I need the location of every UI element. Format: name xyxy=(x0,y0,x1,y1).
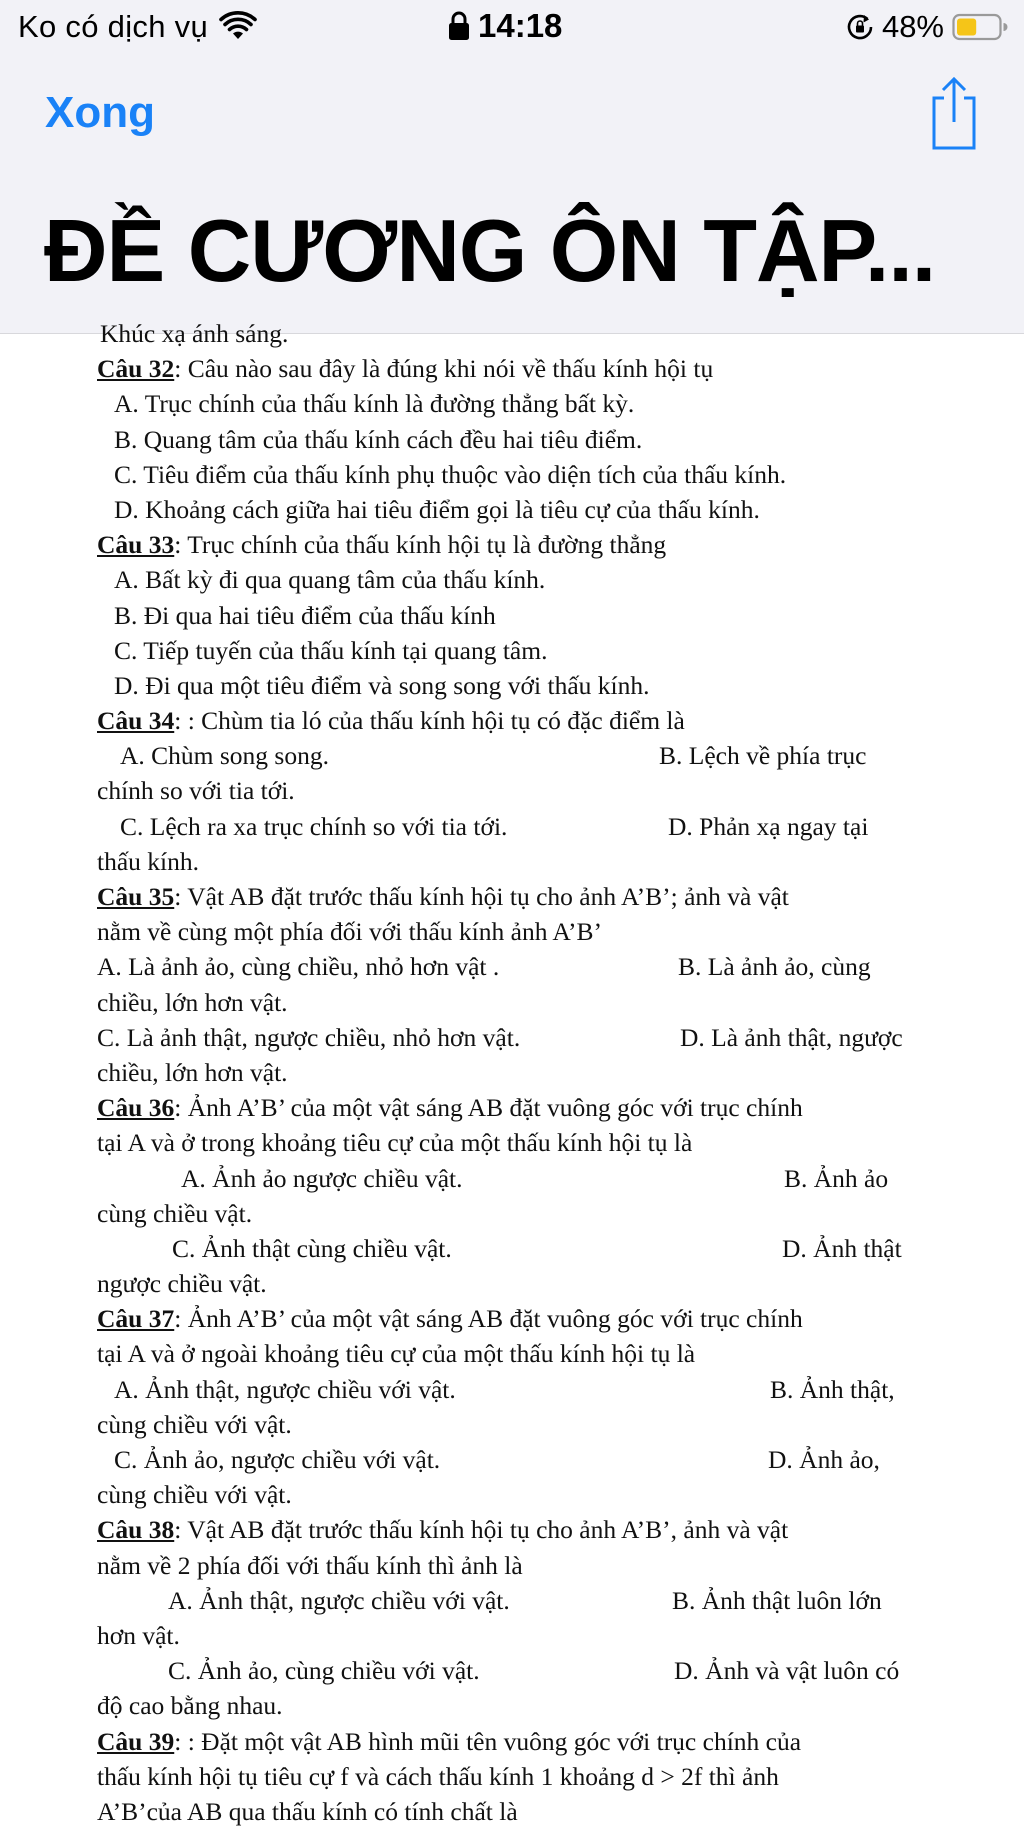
option-d: D. Là ảnh thật, ngược xyxy=(680,1022,903,1052)
rotation-lock-icon xyxy=(846,13,874,41)
document-view[interactable] xyxy=(0,319,1024,1826)
question-label: Câu 34 xyxy=(97,706,175,736)
question-36 xyxy=(0,1090,1024,1125)
option-c: C. Ảnh thật cùng chiều vật. xyxy=(172,1233,452,1263)
battery-percent: 48% xyxy=(881,9,944,44)
option-line xyxy=(0,809,1024,844)
option-wrap xyxy=(0,1477,1024,1512)
option-b: B. Là ảnh ảo, cùng xyxy=(678,952,871,982)
question-37 xyxy=(0,1301,1024,1336)
question-label: Câu 38 xyxy=(97,1515,175,1545)
option-d-continued: cùng chiều với vật. xyxy=(97,1480,292,1510)
option-c: C. Là ảnh thật, ngược chiều, nhỏ hơn vật. xyxy=(97,1022,521,1052)
status-left xyxy=(18,9,256,45)
option-line xyxy=(0,1372,1024,1407)
option-a: A. Ảnh thật, ngược chiều với vật. xyxy=(168,1585,510,1615)
option-b-continued: chiều, lớn hơn vật. xyxy=(97,987,288,1017)
question-text-line xyxy=(0,1125,1024,1160)
option-a: A. Là ảnh ảo, cùng chiều, nhỏ hơn vật . xyxy=(97,952,500,982)
option-a: A. Bất kỳ đi qua quang tâm của thấu kính. xyxy=(114,565,546,595)
question-35 xyxy=(0,879,1024,914)
option-line xyxy=(0,492,1024,527)
option-line xyxy=(0,949,1024,984)
option-line xyxy=(0,598,1024,633)
document-text xyxy=(0,316,1024,1829)
question-text: : : Chùm tia ló của thấu kính hội tụ có đặc điểm là xyxy=(174,706,685,736)
option-c: C. Tiêu điểm của thấu kính phụ thuộc vào diện tích của thấu kính. xyxy=(114,459,787,489)
option-b: B. Quang tâm của thấu kính cách đều hai tiêu điểm. xyxy=(114,424,643,454)
question-text-line xyxy=(0,914,1024,949)
question-text-continued: nằm về cùng một phía đối với thấu kính ảnh A’B’ xyxy=(97,917,602,947)
battery-icon xyxy=(952,13,1008,41)
option-d-continued: chiều, lớn hơn vật. xyxy=(97,1057,288,1087)
question-text-continued: tại A và ở trong khoảng tiêu cự của một thấu kính hội tụ là xyxy=(97,1128,693,1158)
option-wrap xyxy=(0,1266,1024,1301)
question-text-continued: A’B’của AB qua thấu kính có tính chất là xyxy=(97,1796,518,1826)
question-34 xyxy=(0,703,1024,738)
option-c: C. Lệch ra xa trục chính so với tia tới. xyxy=(120,811,508,841)
option-b-continued: chính so với tia tới. xyxy=(97,776,295,806)
option-line xyxy=(0,422,1024,457)
option-a: A. Trục chính của thấu kính là đường thẳng bất kỳ. xyxy=(114,389,635,419)
question-text-continued: tại A và ở ngoài khoảng tiêu cự của một thấu kính hội tụ là xyxy=(97,1339,696,1369)
option-line xyxy=(0,1442,1024,1477)
option-c: C. Tiếp tuyến của thấu kính tại quang tâm. xyxy=(114,635,548,665)
option-wrap xyxy=(0,1196,1024,1231)
option-a: A. Ảnh thật, ngược chiều với vật. xyxy=(114,1374,456,1404)
question-text-line xyxy=(0,1336,1024,1371)
option-line xyxy=(0,562,1024,597)
option-wrap xyxy=(0,1055,1024,1090)
option-b-continued: hơn vật. xyxy=(97,1620,180,1650)
option-d-continued: độ cao bằng nhau. xyxy=(97,1691,283,1721)
option-d: D. Đi qua một tiêu điểm và song song với thấu kính. xyxy=(114,670,650,700)
wifi-icon xyxy=(220,13,256,41)
question-text: : Câu nào sau đây là đúng khi nói về thấu kính hội tụ xyxy=(174,354,714,384)
option-b-continued: cùng chiều với vật. xyxy=(97,1409,292,1439)
option-d-continued: thấu kính. xyxy=(97,846,199,876)
option-line xyxy=(0,1161,1024,1196)
option-d: D. Phản xạ ngay tại xyxy=(668,811,869,841)
question-text: : Vật AB đặt trước thấu kính hội tụ cho ảnh A’B’, ảnh và vật xyxy=(174,1515,789,1545)
status-bar xyxy=(0,0,1024,60)
option-wrap xyxy=(0,773,1024,808)
question-text: : Trục chính của thấu kính hội tụ là đường thẳng xyxy=(174,530,667,560)
question-39 xyxy=(0,1724,1024,1759)
option-c: C. Ảnh ảo, ngược chiều với vật. xyxy=(114,1445,441,1474)
option-c: C. Ảnh ảo, cùng chiều với vật. xyxy=(168,1656,480,1686)
document-header xyxy=(0,60,1024,334)
question-label: Câu 39 xyxy=(97,1726,175,1756)
question-label: Câu 32 xyxy=(97,354,175,384)
question-text: : Ảnh A’B’ của một vật sáng AB đặt vuông góc với trục chính xyxy=(174,1093,803,1123)
option-line xyxy=(0,668,1024,703)
option-d: D. Ảnh và vật luôn có xyxy=(674,1656,900,1686)
option-line xyxy=(0,738,1024,773)
carrier-label: Ko có dịch vụ xyxy=(18,9,209,44)
option-line xyxy=(0,386,1024,421)
option-line xyxy=(0,1653,1024,1688)
lock-icon xyxy=(448,11,470,41)
option-d: D. Khoảng cách giữa hai tiêu điểm gọi là tiêu cự của thấu kính. xyxy=(114,494,760,524)
option-wrap xyxy=(0,1688,1024,1723)
question-text-line xyxy=(0,1759,1024,1794)
document-title: ĐỀ CƯƠNG ÔN TẬP... xyxy=(44,201,936,300)
question-label: Câu 37 xyxy=(97,1304,175,1334)
option-line xyxy=(0,1231,1024,1266)
option-a: A. Chùm song song. xyxy=(120,741,329,771)
question-text-continued: thấu kính hội tụ tiêu cự f và cách thấu kính 1 khoảng d > 2f thì ảnh xyxy=(97,1761,779,1791)
option-d: D. Ảnh ảo, xyxy=(768,1445,880,1474)
share-button[interactable] xyxy=(924,74,984,154)
option-b-continued: cùng chiều vật. xyxy=(97,1198,253,1228)
question-text: : : Đặt một vật AB hình mũi tên vuông góc với trục chính của xyxy=(174,1726,802,1756)
question-label: Câu 33 xyxy=(97,530,175,560)
option-d: D. Ảnh thật xyxy=(782,1233,902,1263)
option-b: B. Đi qua hai tiêu điểm của thấu kính xyxy=(114,600,496,630)
option-wrap xyxy=(0,844,1024,879)
option-line xyxy=(0,457,1024,492)
option-line xyxy=(0,633,1024,668)
text-line xyxy=(0,316,1024,351)
question-text-line xyxy=(0,1548,1024,1583)
option-line xyxy=(0,1583,1024,1618)
status-center xyxy=(448,7,562,45)
option-b: B. Ảnh ảo xyxy=(784,1163,889,1193)
question-text-line xyxy=(0,1794,1024,1829)
question-32 xyxy=(0,351,1024,386)
option-b: B. Lệch về phía trục xyxy=(659,741,867,771)
question-text: : Ảnh A’B’ của một vật sáng AB đặt vuông góc với trục chính xyxy=(174,1304,803,1334)
option-wrap xyxy=(0,1407,1024,1442)
option-a: A. Ảnh ảo ngược chiều vật. xyxy=(181,1163,463,1193)
share-icon xyxy=(924,74,984,154)
question-33 xyxy=(0,527,1024,562)
question-text-continued: nằm về 2 phía đối với thấu kính thì ảnh là xyxy=(97,1550,523,1580)
option-d-continued: ngược chiều vật. xyxy=(97,1269,267,1299)
question-label: Câu 36 xyxy=(97,1093,175,1123)
option-wrap xyxy=(0,1618,1024,1653)
option-line xyxy=(0,1020,1024,1055)
question-38 xyxy=(0,1512,1024,1547)
status-right xyxy=(846,9,1008,45)
done-button[interactable]: Xong xyxy=(45,88,155,137)
option-b: B. Ảnh thật, xyxy=(770,1374,895,1404)
option-wrap xyxy=(0,985,1024,1020)
question-label: Câu 35 xyxy=(97,882,175,911)
question-text: : Vật AB đặt trước thấu kính hội tụ cho ảnh A’B’; ảnh và vật xyxy=(174,882,789,911)
option-b: B. Ảnh thật luôn lớn xyxy=(672,1585,882,1615)
clock-time: 14:18 xyxy=(478,7,563,44)
top-cut-line: Khúc xạ ánh sáng. xyxy=(100,319,289,348)
